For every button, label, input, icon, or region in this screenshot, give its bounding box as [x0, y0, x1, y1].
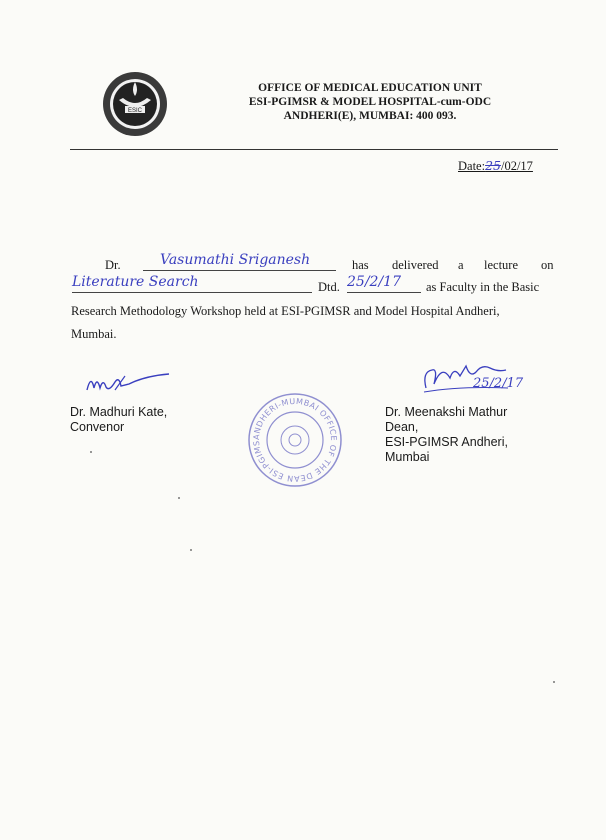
dean-sign-date: 25/2/17 [473, 376, 524, 391]
word-delivered: delivered [392, 258, 439, 272]
left-signatory-role: Convenor [70, 420, 125, 434]
date-label: Date: [458, 159, 486, 173]
convenor-signature [85, 368, 175, 400]
date-day-handwritten: 25 [485, 158, 501, 173]
right-signatory-city: Mumbai [385, 450, 430, 464]
dr-label: Dr. [105, 258, 121, 272]
right-signatory-name: Dr. Meenakshi Mathur [385, 405, 508, 419]
scan-speck [553, 681, 555, 683]
left-signatory-name: Dr. Madhuri Kate, [70, 405, 168, 419]
dtd-underline [347, 292, 421, 293]
dtd-label: Dtd. [318, 280, 340, 294]
dtd-handwritten: 25/2/17 [347, 274, 401, 290]
official-stamp [241, 383, 345, 490]
logo-text: ESIC [127, 108, 143, 114]
scan-speck [178, 497, 180, 499]
esic-logo [101, 70, 169, 138]
word-lecture: lecture [484, 258, 519, 272]
body-line-3: Research Methodology Workshop held at ESI-PGIMSR and Model Hospital Andheri, [71, 304, 500, 318]
date-rest: /02/17 [500, 159, 533, 173]
scan-speck [90, 451, 92, 453]
body-line-4: Mumbai. [71, 327, 117, 341]
faculty-text: as Faculty in the Basic [426, 280, 540, 294]
header-divider [70, 149, 558, 150]
header-line-1: OFFICE OF MEDICAL EDUCATION UNIT [258, 82, 482, 94]
word-on: on [541, 258, 554, 272]
word-has: has [352, 258, 369, 272]
name-underline [143, 270, 336, 271]
right-signatory-org: ESI-PGIMSR Andheri, [385, 435, 508, 449]
scan-speck [190, 549, 192, 551]
right-signatory-role: Dean, [385, 420, 419, 434]
word-a: a [458, 258, 464, 272]
topic-handwritten: Literature Search [72, 274, 199, 290]
topic-underline [72, 292, 312, 293]
header-line-3: ANDHERI(E), MUMBAI: 400 093. [283, 110, 457, 122]
stamp-ring-text: ANDHERI-MUMBAI OFFICE OF THE DEAN ESI-PGIMSR [241, 383, 339, 484]
header-line-2: ESI-PGIMSR & MODEL HOSPITAL-cum-ODC [248, 96, 492, 108]
name-handwritten: Vasumathi Sriganesh [160, 252, 311, 268]
date [458, 158, 533, 174]
